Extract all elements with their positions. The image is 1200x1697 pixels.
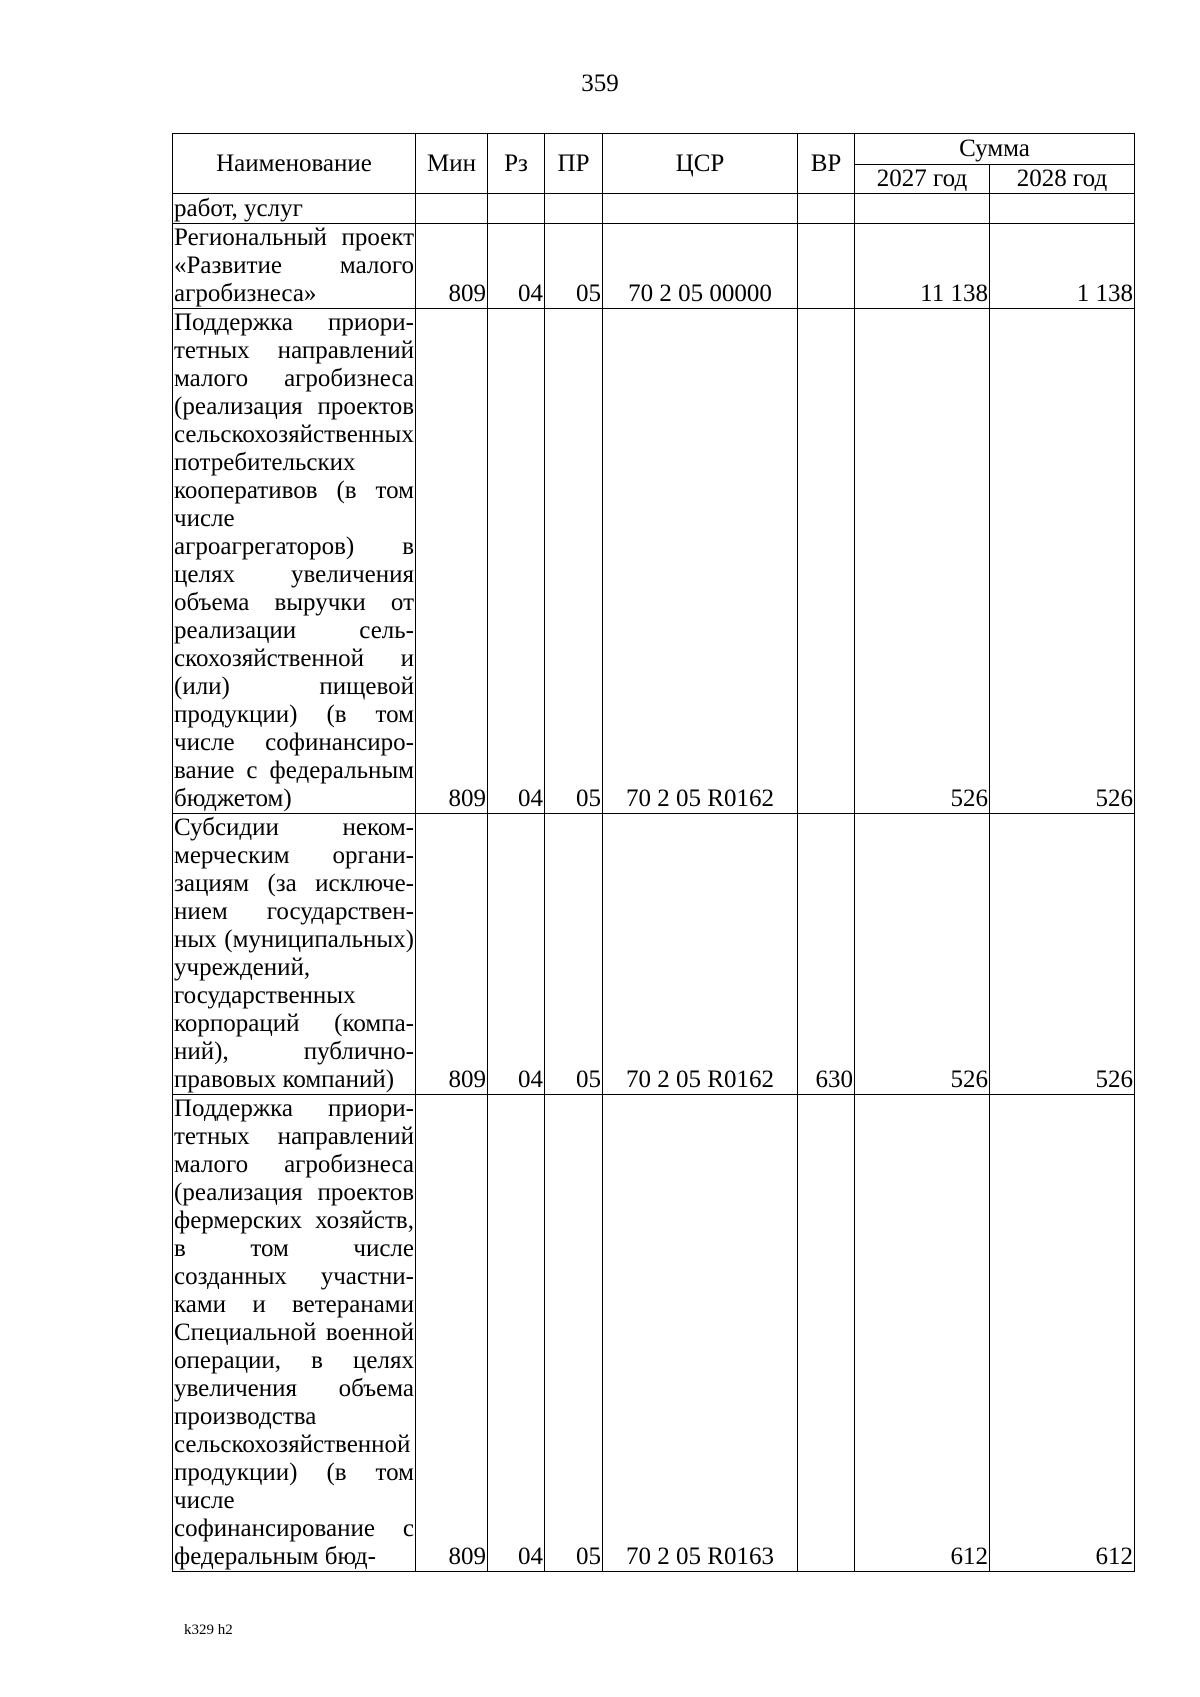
row-min: 809 — [416, 309, 488, 814]
table-row — [173, 1095, 1135, 1572]
header-vr: ВР — [798, 134, 855, 194]
header-2028: 2028 год — [990, 165, 1135, 194]
table-row — [173, 814, 1135, 1095]
row-csr: 70 2 05 R0162 — [603, 309, 798, 814]
row-csr: 70 2 05 R0163 — [603, 1095, 798, 1572]
row-name: Поддержка приоритетных направлений малого агробизнеса (реализация проектов фермерских хозяйств, в том числе созданных участниками и ветеранами Специальной военной операции, в целях увеличения объема производства сельскохозяйственной продукции) (в том числе софинансирование с федеральным бюд- — [174, 1095, 414, 1570]
row-rz: 04 — [488, 814, 545, 1095]
row-2028 — [990, 194, 1135, 224]
row-pr: 05 — [545, 814, 603, 1095]
header-name: Наименование — [173, 134, 416, 194]
row-csr: 70 2 05 00000 — [603, 224, 798, 309]
row-name: Субсидии некоммерческим организациям (за исключением государственных (муниципальных) учреждений, государственных корпораций (компаний), публично-правовых компаний) — [174, 814, 414, 1093]
row-2028: 612 — [990, 1095, 1135, 1572]
row-min: 809 — [416, 1095, 488, 1572]
row-2028: 526 — [990, 814, 1135, 1095]
row-name: работ, услуг — [173, 194, 416, 224]
table-row — [173, 224, 1135, 309]
row-min: 809 — [416, 224, 488, 309]
header-2027: 2027 год — [855, 165, 990, 194]
row-vr: 630 — [798, 814, 855, 1095]
row-vr — [798, 194, 855, 224]
row-pr: 05 — [545, 1095, 603, 1572]
header-min: Мин — [416, 134, 488, 194]
header-pr: ПР — [545, 134, 603, 194]
table-row — [173, 194, 1135, 224]
row-pr: 05 — [545, 224, 603, 309]
row-pr: 05 — [545, 309, 603, 814]
row-name: Поддержка приоритетных направлений малого агробизнеса (реализация проектов сельскохозяйственных потребительских кооперативов (в том числе агроагрегаторов) в целях увеличения объема выручки от реализации сельскохозяйственной и (или) пищевой продукции) (в том числе софинансирование с федеральным бюджетом) — [174, 309, 414, 812]
row-2027 — [855, 194, 990, 224]
row-vr — [798, 1095, 855, 1572]
row-2027: 11 138 — [855, 224, 990, 309]
row-2027: 526 — [855, 309, 990, 814]
row-vr — [798, 224, 855, 309]
row-rz: 04 — [488, 1095, 545, 1572]
footer-code: k329 h2 — [184, 1622, 233, 1638]
row-pr — [545, 194, 603, 224]
row-2028: 526 — [990, 309, 1135, 814]
row-rz: 04 — [488, 309, 545, 814]
row-rz — [488, 194, 545, 224]
header-rz: Рз — [488, 134, 545, 194]
table-row — [173, 309, 1135, 814]
row-csr — [603, 194, 798, 224]
page-number: 359 — [581, 70, 619, 97]
row-2028: 1 138 — [990, 224, 1135, 309]
row-csr: 70 2 05 R0162 — [603, 814, 798, 1095]
header-sum: Сумма — [855, 134, 1135, 165]
header-csr: ЦСР — [603, 134, 798, 194]
row-rz: 04 — [488, 224, 545, 309]
row-min — [416, 194, 488, 224]
row-min: 809 — [416, 814, 488, 1095]
row-2027: 526 — [855, 814, 990, 1095]
row-vr — [798, 309, 855, 814]
budget-table — [172, 133, 1135, 1572]
row-name: Региональный проект «Развитие малого агробизнеса» — [174, 224, 414, 307]
row-2027: 612 — [855, 1095, 990, 1572]
